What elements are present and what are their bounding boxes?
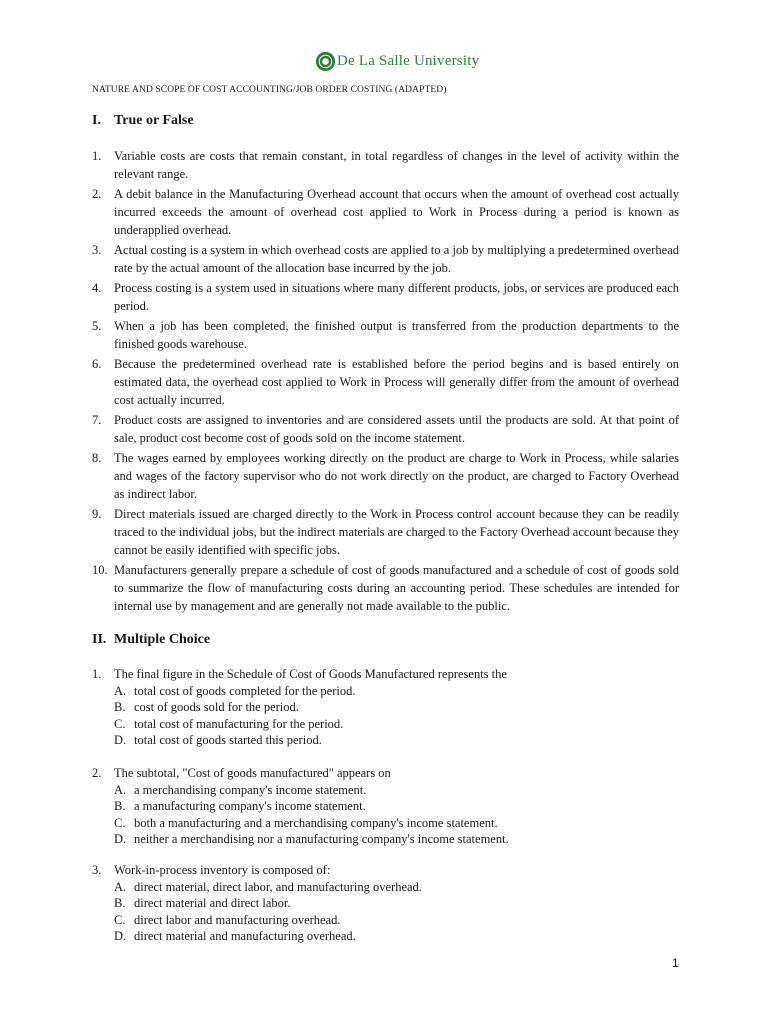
mc-question-2 [92,765,679,848]
item-number: 1. [92,149,102,163]
answer-option [92,831,679,848]
university-logo [316,49,479,73]
page-number: 1 [672,956,679,970]
question-number: 3. [92,863,102,877]
answer-option [92,895,679,912]
question-number: 2. [92,766,102,780]
option-letter: A. [114,782,127,797]
list-item [92,505,679,559]
university-seal-icon [316,52,335,71]
list-item [92,561,679,615]
document-title: NATURE AND SCOPE OF COST ACCOUNTING/JOB ORDER COSTING (ADAPTED) [92,85,447,95]
question-text: The subtotal, "Cost of goods manufactured" appears on [114,766,391,780]
option-letter: D. [114,733,127,747]
option-text: total cost of goods started this period. [134,733,322,747]
option-letter: B. [114,700,126,714]
list-item [92,279,679,315]
item-text: Direct materials issued are charged directly to the Work in Process control account because they can be readily traced to the individual jobs, but the indirect materials are charged to the Factory Overhead account because they cannot be easily identified with specific jobs. [114,507,679,557]
question-stem [92,862,679,879]
item-number: 6. [92,357,102,371]
list-item [92,147,679,183]
option-text: both a manufacturing and a merchandising company's income statement. [134,815,498,830]
option-letter: A. [114,879,127,894]
option-text: direct labor and manufacturing overhead. [134,912,341,927]
option-text: total cost of manufacturing for the period. [134,716,344,731]
mc-question-1 [92,666,679,749]
section-heading-true-false [92,113,194,129]
item-text: Manufacturers generally prepare a schedule of cost of goods manufactured and a schedule of cost of goods sold to summarize the flow of manufacturing costs during an accounting period. These schedules are intended for internal use by management and are generally not made available to the public. [114,563,679,613]
option-letter: D. [114,832,127,846]
option-text: total cost of goods completed for the period. [134,683,356,698]
option-text: direct material and manufacturing overhead. [134,929,356,943]
item-number: 7. [92,413,102,427]
true-false-list [92,147,679,617]
question-number: 1. [92,667,102,681]
item-text: Variable costs are costs that remain constant, in total regardless of changes in the level of activity within the relevant range. [114,149,679,181]
section-title: True or False [114,113,194,128]
option-text: direct material and direct labor. [134,896,291,910]
option-text: a merchandising company's income statement. [134,782,367,797]
item-number: 10. [92,563,108,577]
item-number: 9. [92,507,102,521]
list-item [92,241,679,277]
option-text: neither a merchandising nor a manufacturing company's income statement. [134,832,509,846]
item-number: 5. [92,319,102,333]
section-numeral: II. [92,632,107,647]
list-item [92,355,679,409]
item-text: A debit balance in the Manufacturing Overhead account that occurs when the amount of overhead cost actually incurred exceeds the amount of overhead cost applied to Work in Process during a period is known as underapplied overhead. [114,187,679,237]
answer-option [92,699,679,716]
section-heading-multiple-choice [92,632,210,648]
answer-option [92,716,679,733]
answer-option [92,912,679,929]
option-text: a manufacturing company's income statement. [134,799,366,813]
option-letter: B. [114,896,126,910]
item-text: Actual costing is a system in which overhead costs are applied to a job by multiplying a predetermined overhead rate by the actual amount of the allocation base incurred by the job. [114,243,679,275]
list-item [92,185,679,239]
answer-option [92,815,679,832]
item-number: 2. [92,187,102,201]
section-title: Multiple Choice [114,632,211,647]
option-letter: C. [114,716,126,731]
list-item [92,411,679,447]
item-number: 3. [92,243,102,257]
option-letter: C. [114,912,126,927]
question-text: The final figure in the Schedule of Cost of Goods Manufactured represents the [114,667,507,681]
item-text: When a job has been completed, the finished output is transferred from the production departments to the finished goods warehouse. [114,319,679,351]
option-letter: D. [114,929,127,943]
answer-option [92,798,679,815]
answer-option [92,732,679,749]
mc-question-3 [92,862,679,945]
answer-option [92,879,679,896]
item-text: Product costs are assigned to inventories and are considered assets until the products are sold. At that point of sale, product cost become cost of goods sold on the income statement. [114,413,679,445]
answer-option [92,928,679,945]
item-text: Process costing is a system used in situations where many different products, jobs, or services are produced each period. [114,281,679,313]
option-text: cost of goods sold for the period. [134,700,299,714]
option-text: direct material, direct labor, and manufacturing overhead. [134,879,422,894]
option-letter: C. [114,815,126,830]
question-stem [92,765,679,782]
item-number: 4. [92,281,102,295]
option-letter: A. [114,683,127,698]
question-text: Work-in-process inventory is composed of: [114,863,331,877]
answer-option [92,683,679,700]
item-text: The wages earned by employees working directly on the product are charge to Work in Process, while salaries and wages of the factory supervisor who do not work directly on the product, are charged to Factory Overhead as indirect labor. [114,451,679,501]
item-number: 8. [92,451,102,465]
question-stem [92,666,679,683]
option-letter: B. [114,799,126,813]
answer-option [92,782,679,799]
item-text: Because the predetermined overhead rate is established before the period begins and is based entirely on estimated data, the overhead cost applied to Work in Process will generally differ from the amount of overhead cost actually incurred. [114,357,679,407]
section-numeral: I. [92,113,101,128]
university-name: De La Salle University [337,52,480,69]
list-item [92,317,679,353]
list-item [92,449,679,503]
